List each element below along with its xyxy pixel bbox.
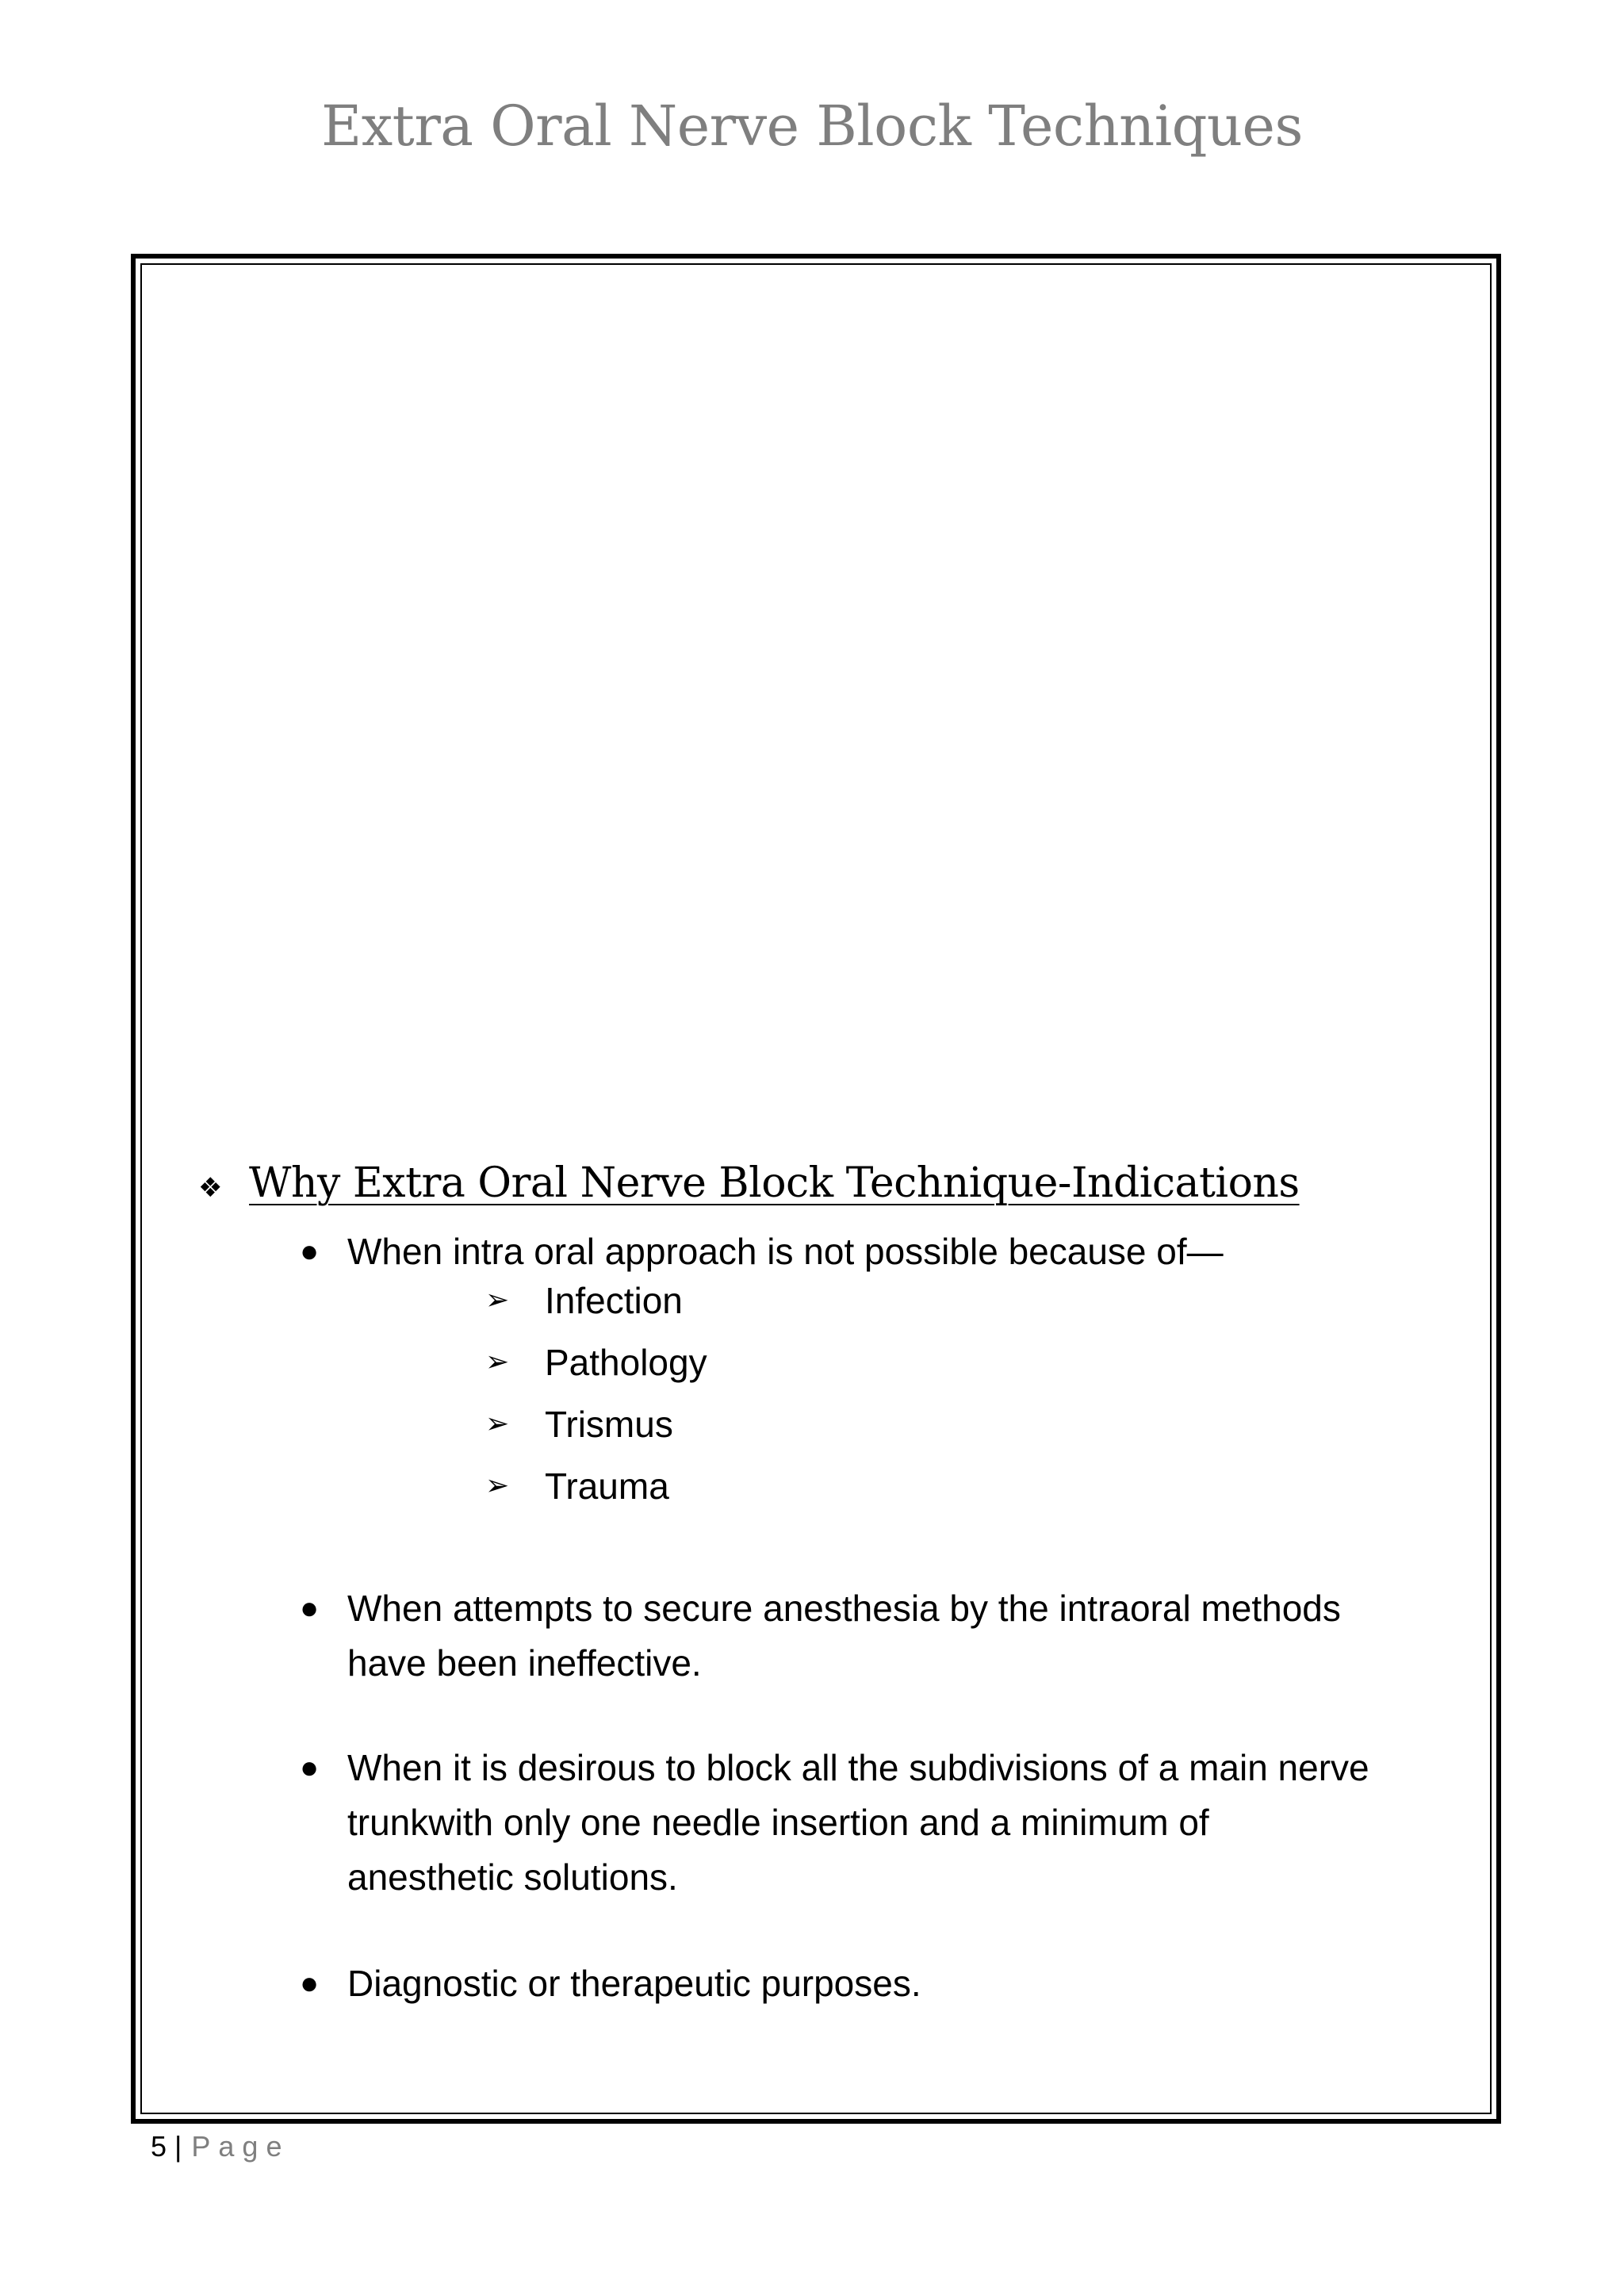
sub-item-text: Pathology [545, 1342, 707, 1383]
sub-item-text: Trauma [545, 1466, 669, 1507]
diamond-bullet-icon: ❖ [198, 1172, 223, 1204]
page-number: 5 [151, 2130, 167, 2163]
list-item [300, 1581, 1341, 1691]
bullet-text-line: trunkwith only one needle insertion and a minimum of [347, 1802, 1209, 1843]
sub-list-item [485, 1339, 707, 1386]
bullet-text: When intra oral approach is not possible because of— [347, 1231, 1224, 1272]
section-heading [198, 1159, 1300, 1207]
sub-list-item [485, 1277, 683, 1324]
list-item [300, 1224, 1224, 1279]
bullet-text: Diagnostic or therapeutic purposes. [347, 1963, 921, 2004]
footer-separator: | [174, 2130, 182, 2163]
list-item [300, 1956, 921, 2011]
bullet-text-line: When it is desirous to block all the subdivisions of a main nerve [347, 1747, 1369, 1788]
sub-list-item [485, 1400, 673, 1448]
bullet-dot-icon: ● [300, 1750, 320, 1785]
list-item [300, 1741, 1369, 1905]
bullet-dot-icon: ● [300, 1234, 320, 1269]
arrow-bullet-icon: ➢ [485, 1408, 510, 1440]
sub-list-item [485, 1462, 669, 1510]
footer-page-label: Page [191, 2130, 290, 2163]
section-heading-text: Why Extra Oral Nerve Block Technique-Indications [249, 1159, 1300, 1207]
page-header-title: Extra Oral Nerve Block Techniques [321, 94, 1303, 159]
sub-item-text: Trismus [545, 1404, 673, 1445]
arrow-bullet-icon: ➢ [485, 1469, 510, 1502]
bullet-dot-icon: ● [300, 1966, 320, 2001]
bullet-text-line: have been ineffective. [347, 1642, 702, 1684]
bullet-dot-icon: ● [300, 1591, 320, 1626]
bullet-text-line: When attempts to secure anesthesia by the intraoral methods [347, 1588, 1341, 1629]
arrow-bullet-icon: ➢ [485, 1284, 510, 1316]
sub-item-text: Infection [545, 1280, 683, 1321]
bullet-text-line: anesthetic solutions. [347, 1856, 678, 1898]
page-footer [151, 2130, 289, 2163]
arrow-bullet-icon: ➢ [485, 1346, 510, 1378]
